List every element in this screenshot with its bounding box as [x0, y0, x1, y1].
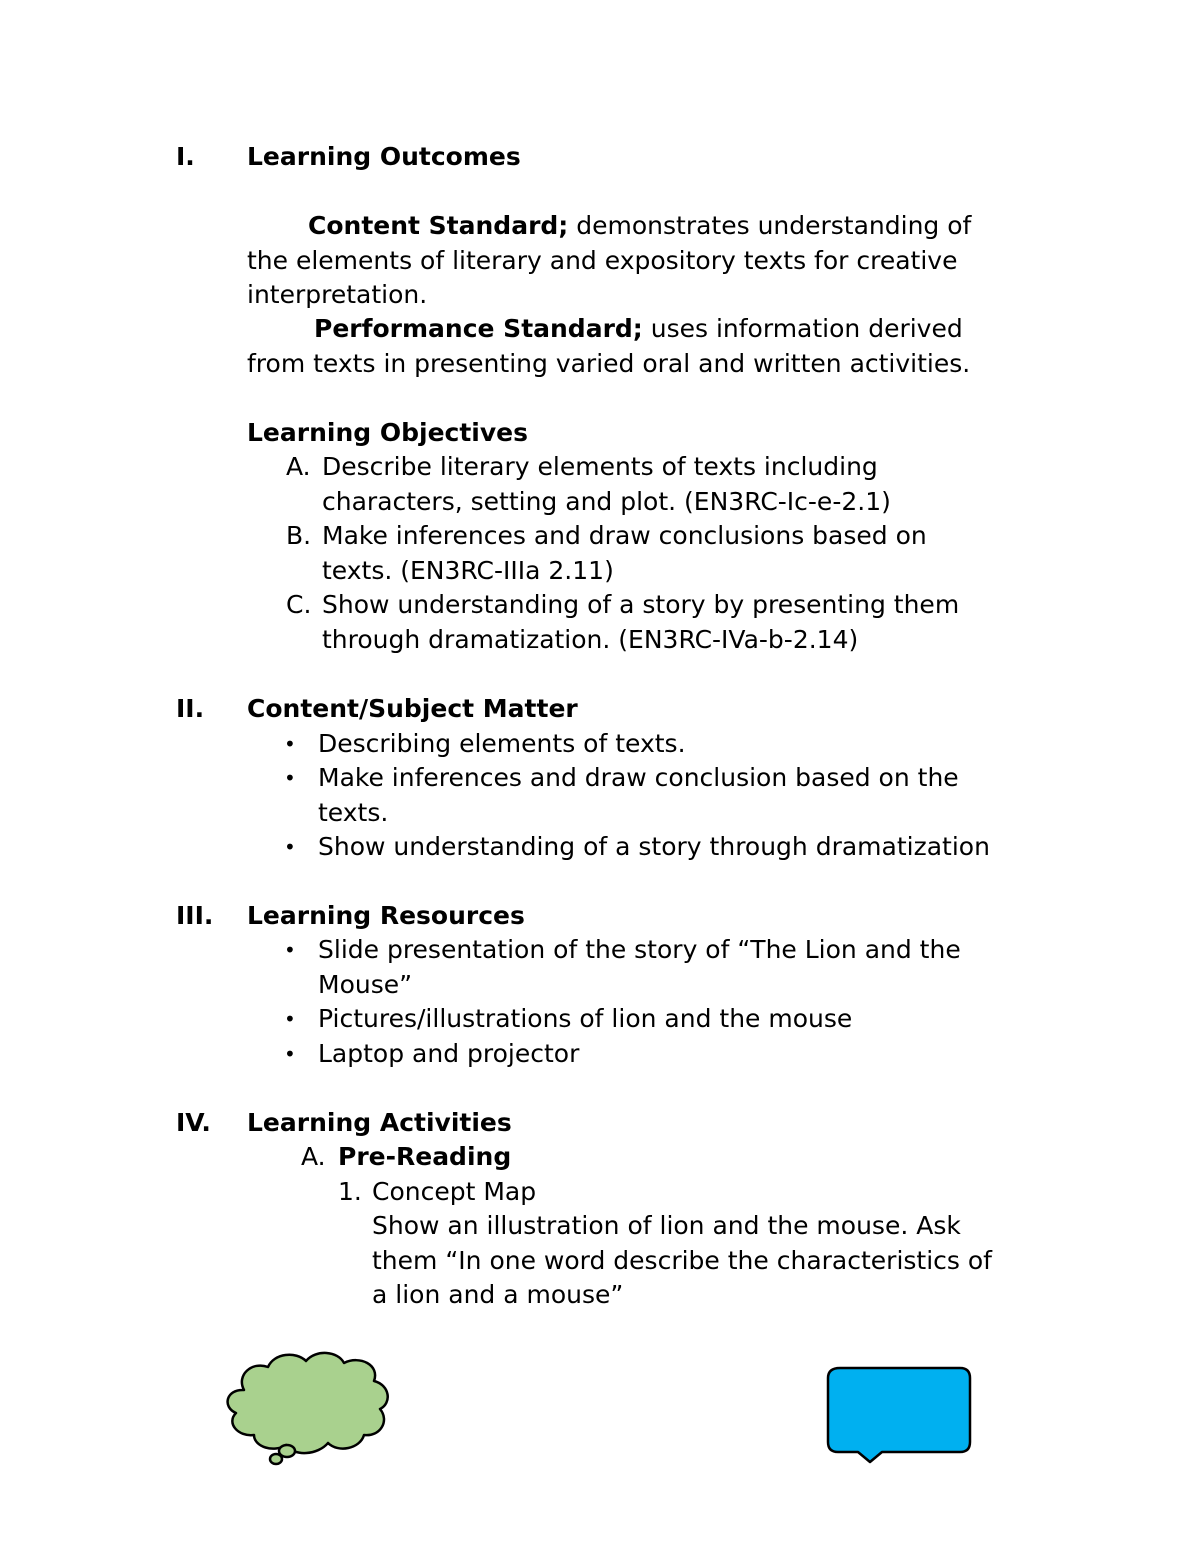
content-item-1: Describing elements of texts. [318, 729, 686, 758]
speech-bubble-body [828, 1368, 970, 1462]
pre-reading-letter: A. [301, 1142, 326, 1171]
content-standard-line-3: interpretation. [247, 280, 428, 309]
bullet-icon: • [284, 766, 296, 790]
resource-item-1-line-1: Slide presentation of the story of “The Lion and the [318, 935, 961, 964]
section-2-heading: Content/Subject Matter [247, 694, 578, 723]
bullet-icon: • [284, 938, 296, 962]
resource-item-1-line-2: Mouse” [318, 970, 413, 999]
objective-c-line-1: Show understanding of a story by presenting them [322, 590, 960, 619]
objective-a-letter: A. [286, 452, 311, 481]
objective-b-line-1: Make inferences and draw conclusions based on [322, 521, 927, 550]
content-standard-text: demonstrates understanding of [568, 211, 972, 240]
objective-b-line-2: texts. (EN3RC-IIIa 2.11) [322, 556, 614, 585]
bullet-icon: • [284, 732, 296, 756]
section-3-heading: Learning Resources [247, 901, 525, 930]
step-text-line-3: a lion and a mouse” [372, 1280, 624, 1309]
content-standard [308, 209, 971, 243]
performance-standard-text: uses information derived [642, 314, 963, 343]
objective-c-letter: C. [286, 590, 312, 619]
section-4-heading: Learning Activities [247, 1108, 512, 1137]
pre-reading-heading: Pre-Reading [338, 1142, 512, 1171]
section-4-numeral: IV. [176, 1108, 211, 1137]
performance-standard-label: Performance Standard; [314, 314, 643, 343]
cloud-outline [228, 1353, 388, 1453]
performance-standard-line-2: from texts in presenting varied oral and written activities. [247, 349, 971, 378]
step-text-line-1: Show an illustration of lion and the mouse. Ask [372, 1211, 961, 1240]
objectives-heading: Learning Objectives [247, 418, 528, 447]
step-text-line-2: them “In one word describe the characteristics of [372, 1246, 992, 1275]
objective-a-line-1: Describe literary elements of texts including [322, 452, 878, 481]
objective-c-line-2: through dramatization. (EN3RC-IVa-b-2.14) [322, 625, 859, 654]
section-1-numeral: I. [176, 142, 195, 171]
section-2-numeral: II. [176, 694, 205, 723]
cloud-body [228, 1353, 388, 1464]
content-item-2-line-2: texts. [318, 798, 389, 827]
content-standard-label: Content Standard; [308, 211, 569, 240]
bullet-icon: • [284, 1007, 296, 1031]
performance-standard [314, 312, 963, 346]
content-item-2-line-1: Make inferences and draw conclusion based on the [318, 763, 959, 792]
thought-cloud-icon [220, 1345, 395, 1470]
bullet-icon: • [284, 835, 296, 859]
cloud-bubble-small [270, 1454, 282, 1464]
section-1-heading: Learning Outcomes [247, 142, 521, 171]
content-standard-line-2: the elements of literary and expository texts for creative [247, 246, 958, 275]
objective-a-line-2: characters, setting and plot. (EN3RC-Ic-e-2.1) [322, 487, 891, 516]
step-number: 1. [338, 1177, 362, 1206]
objective-b-letter: B. [286, 521, 312, 550]
section-3-numeral: III. [176, 901, 214, 930]
resource-item-3: Laptop and projector [318, 1039, 580, 1068]
content-item-3: Show understanding of a story through dramatization [318, 832, 990, 861]
speech-bubble-icon [822, 1362, 978, 1468]
resource-item-2: Pictures/illustrations of lion and the mouse [318, 1004, 853, 1033]
bullet-icon: • [284, 1042, 296, 1066]
step-title: Concept Map [372, 1177, 537, 1206]
